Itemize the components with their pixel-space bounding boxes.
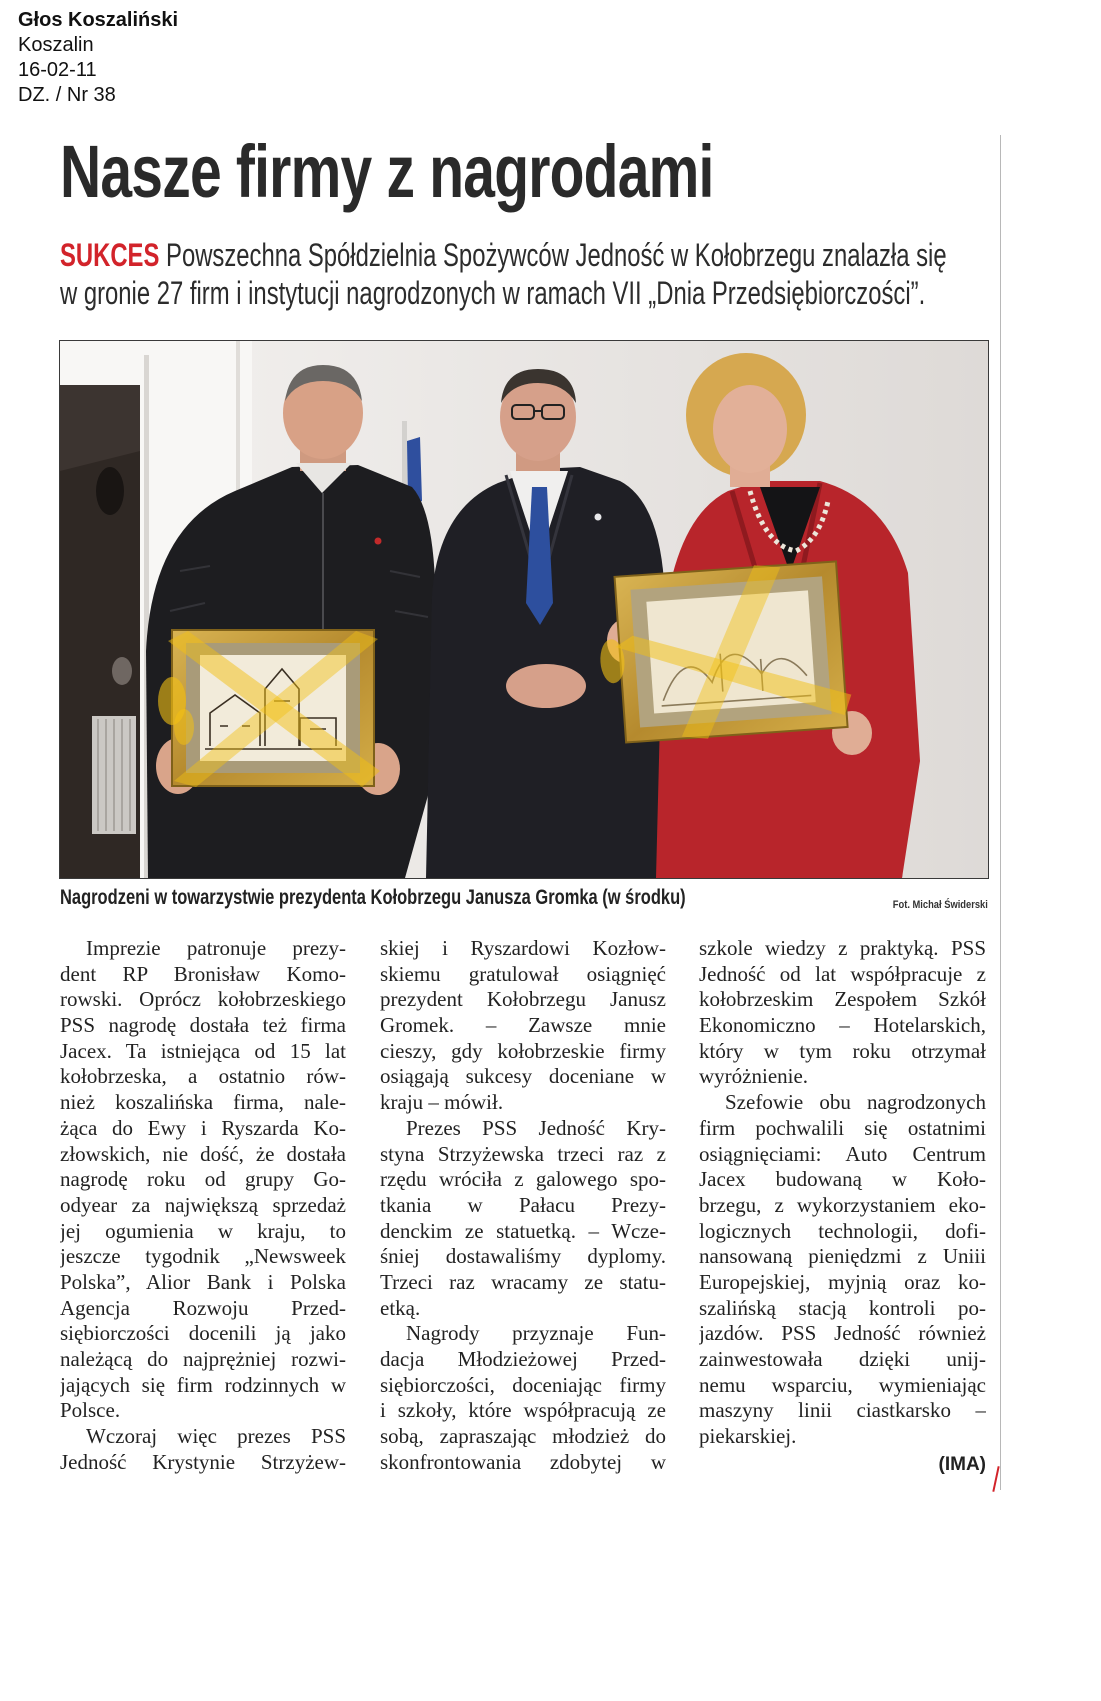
- column-rule: [1000, 135, 1001, 1490]
- text-line: kołobrzeskim Zespołem Szkół: [699, 987, 986, 1012]
- text-line: osiągają sukcesy doceniane w: [380, 1064, 666, 1089]
- text-line: styna Strzyżewska trzeci raz z: [380, 1141, 666, 1166]
- text-line: maszyny linii ciastkarsko –: [699, 1398, 986, 1423]
- framed-picture-left: [158, 630, 380, 787]
- text-line: osiągnięciami: Auto Centrum: [699, 1141, 986, 1166]
- newspaper-city: Koszalin: [18, 34, 94, 56]
- jacket-logo: [375, 538, 382, 545]
- text-line: rowski. Oprócz kołobrzeskiego: [60, 987, 346, 1012]
- text-line: cieszy, gdy kołobrzeskie firmy: [380, 1038, 666, 1063]
- text-line: logicznych technologii, dofi-: [699, 1218, 986, 1243]
- framed-picture-right: [594, 559, 853, 746]
- text-line: Szefowie obu nagrodzonych: [725, 1090, 986, 1115]
- text-line: Agencja Rozwoju Przed-: [60, 1295, 346, 1320]
- photo-caption-container: [60, 886, 820, 912]
- text-column-1: [60, 936, 346, 1475]
- text-line: szkole wiedzy z praktyką. PSS: [699, 936, 986, 960]
- text-line: zainwestowała dzięki unij-: [699, 1347, 986, 1371]
- lead-text-1: [60, 236, 947, 274]
- text-line: rzędu wróciła z galowego spo-: [380, 1167, 666, 1192]
- lapel-pin: [595, 514, 602, 521]
- text-line: kraju – mówił.: [380, 1090, 504, 1115]
- text-line: odyear za największą sprzedaż: [60, 1192, 346, 1217]
- photo-credit-container: [860, 895, 988, 911]
- text-line: skiemu gratulował osiągnięć: [380, 961, 666, 986]
- text-line: skonfrontowania zdobytej w: [380, 1449, 666, 1474]
- person-right-face: [713, 385, 787, 473]
- text-line: Gromek. – Zawsze mnie: [380, 1013, 666, 1038]
- author-signature: (IMA): [938, 1454, 986, 1475]
- text-line: nansowaną pieniędzmi z Uniii: [699, 1244, 986, 1269]
- vase: [112, 657, 132, 685]
- lead-kicker: SUKCES: [60, 237, 160, 273]
- text-line: i szkoły, które współpracują ze: [380, 1398, 666, 1423]
- text-line: Jedność od lat współpracuje z: [699, 961, 986, 986]
- text-line: jeszcze tygodnik „Newsweek: [60, 1244, 346, 1269]
- text-line: Jedność Krystynie Strzyżew-: [60, 1449, 346, 1474]
- text-line: prezydent Kołobrzegu Janusz: [380, 987, 666, 1012]
- issue-number: DZ. / Nr 38: [18, 84, 116, 106]
- text-line: sobą, zapraszając młodzież do: [380, 1424, 666, 1449]
- newspaper-title: Głos Koszaliński: [18, 9, 179, 31]
- text-line: wyróżnienie.: [699, 1064, 809, 1089]
- publication-date: 16-02-11: [18, 59, 97, 81]
- photo-credit: Fot. Michał Świderski: [892, 899, 988, 911]
- text-line: należącą do najprężniej rozwi-: [60, 1347, 346, 1371]
- text-line: nież koszalińska firma, nale-: [60, 1090, 346, 1115]
- text-line: jej ogumienia w kraju, to: [60, 1218, 346, 1243]
- text-line: złowskich, nie dość, że dostała: [60, 1141, 346, 1166]
- text-line: jazdów. PSS Jedność również: [699, 1321, 986, 1346]
- text-line: śniej dostawaliśmy dyplomy.: [380, 1244, 666, 1269]
- text-line: żąca do Ewy i Ryszarda Ko-: [60, 1115, 346, 1140]
- text-line: nagrodę roku od grupy Go-: [60, 1167, 346, 1192]
- text-line: skiej i Ryszardowi Kozłow-: [380, 936, 666, 960]
- ribbon-bow: [174, 709, 194, 745]
- text-line: dent RP Bronisław Komo-: [60, 961, 346, 986]
- sculpture-silhouette: [96, 467, 124, 515]
- text-line: tkania w Pałacu Prezy-: [380, 1192, 666, 1217]
- text-line: Jacex budowaną w Koło-: [699, 1167, 986, 1192]
- photo-caption: Nagrodzeni w towarzystwie prezydenta Kołobrzegu Janusza Gromka (w środku): [60, 886, 686, 909]
- text-line: siębiorczości docenili ją jako: [60, 1321, 346, 1346]
- text-line: piekarskiej.: [699, 1424, 797, 1449]
- text-line: kołobrzeska, a ostatnio rów-: [60, 1064, 346, 1089]
- article-photo: [59, 340, 989, 879]
- text-line: Polsce.: [60, 1398, 121, 1423]
- text-line: Imprezie patronuje prezy-: [86, 936, 346, 960]
- lead-line-1: [60, 236, 990, 274]
- person-middle-clasped-hands: [506, 664, 586, 708]
- text-line: dacja Młodzieżowej Przed-: [380, 1347, 666, 1371]
- lead-line-1-text: Powszechna Spółdzielnia Spożywców Jedność w Kołobrzegu znalazła się: [166, 237, 947, 273]
- text-line: siębiorczości, doceniając firmy: [380, 1372, 666, 1397]
- text-line: nemu wsparciu, wymieniając: [699, 1372, 986, 1397]
- rule-red-tick: [992, 1466, 999, 1492]
- text-line: Polska”, Alior Bank i Polska: [60, 1269, 346, 1294]
- text-line: jających się firm rodzinnych w: [60, 1372, 346, 1397]
- text-line: etką.: [380, 1295, 421, 1320]
- text-column-2: [380, 936, 666, 1475]
- text-line: Trzeci raz wracamy ze statu-: [380, 1269, 666, 1294]
- text-line: Europejskiej, myjnią oraz ko-: [699, 1269, 986, 1294]
- text-line: który w tym roku otrzymał: [699, 1038, 986, 1063]
- text-line: Wczoraj więc prezes PSS: [86, 1424, 346, 1449]
- text-line: denckim ze statuetką. – Wcze-: [380, 1218, 666, 1243]
- text-line: firm pochwalili się ostatnimi: [699, 1115, 986, 1140]
- text-line: brzegu, z wykorzystaniem eko-: [699, 1192, 986, 1217]
- clipping-source: [18, 8, 178, 108]
- text-line: PSS nagrodę dostała też firma: [60, 1013, 346, 1038]
- text-column-3: [699, 936, 986, 1450]
- text-line: szalińską stacją kontroli po-: [699, 1295, 986, 1320]
- text-line: Prezes PSS Jedność Kry-: [406, 1115, 666, 1140]
- text-line: Jacex. Ta istniejąca od 15 lat: [60, 1038, 346, 1063]
- headline-container: [60, 132, 1000, 222]
- lead-line-2-text: w gronie 27 firm i instytucji nagrodzonych w ramach VII „Dnia Przedsiębiorczości”.: [60, 275, 926, 311]
- lead-line-2: [60, 274, 990, 312]
- photo-illustration: [60, 341, 988, 878]
- text-line: Ekonomiczno – Hotelarskich,: [699, 1013, 986, 1038]
- headline: Nasze firmy z nagrodami: [60, 132, 714, 213]
- text-line: Nagrody przyznaje Fun-: [406, 1321, 666, 1346]
